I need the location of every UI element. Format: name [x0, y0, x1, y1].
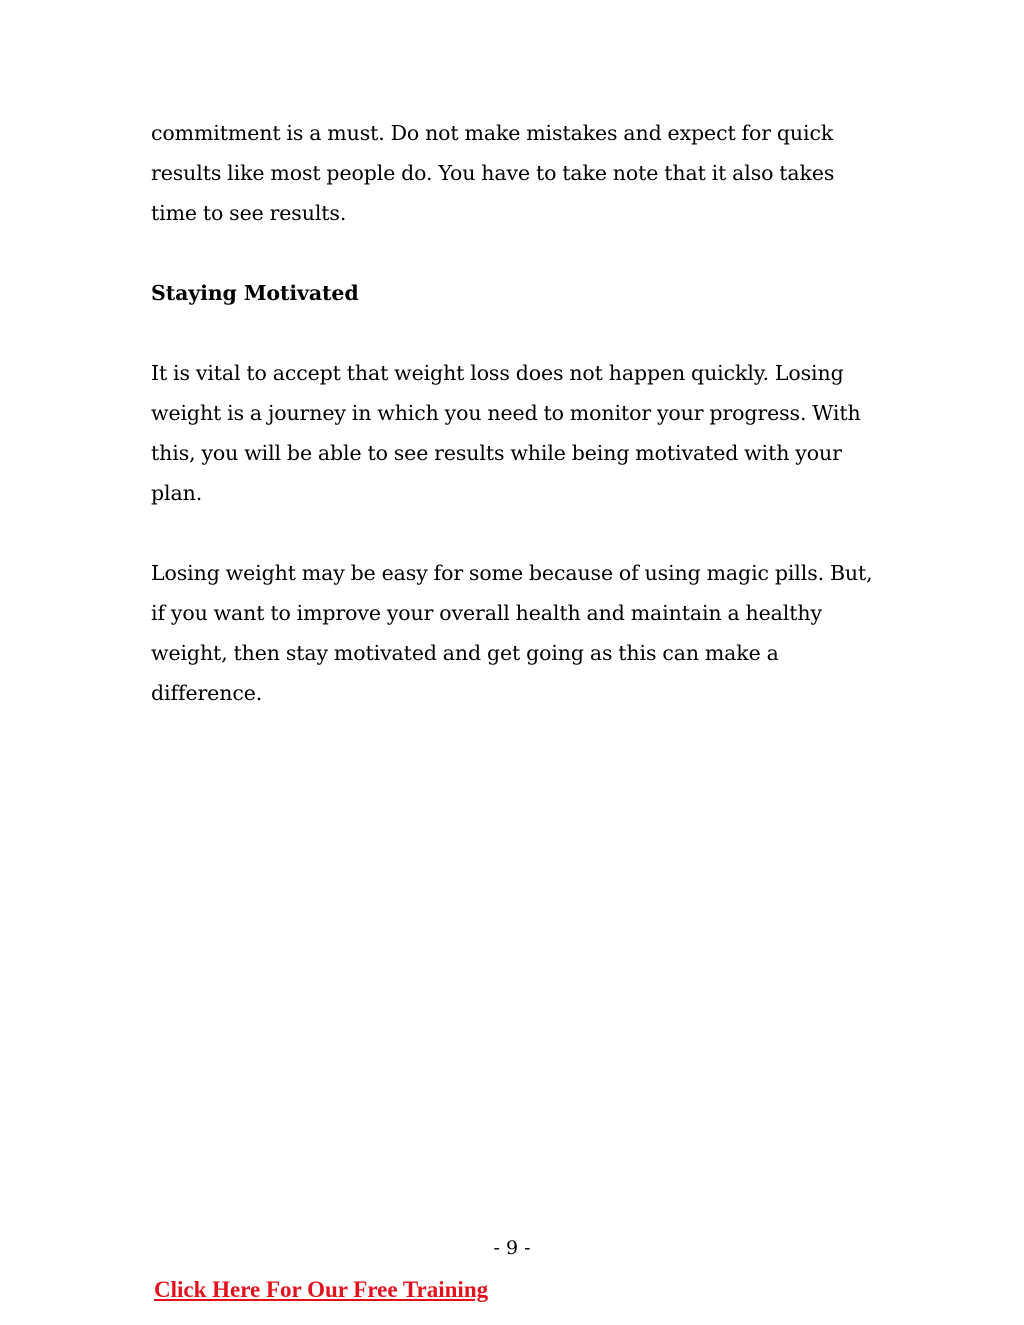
page-content — [151, 113, 881, 713]
paragraph-spacer — [151, 513, 881, 553]
body-paragraph: commitment is a must. Do not make mistakes and expect for quick results like most people do. You have to take note that it also takes time to see results. — [151, 121, 835, 225]
body-paragraph: Losing weight may be easy for some because of using magic pills. But, if you want to improve your overall health and maintain a healthy weight, then stay motivated and get going as this can make a difference. — [151, 561, 873, 705]
paragraph-spacer — [151, 313, 881, 353]
section-heading: Staying Motivated — [151, 281, 359, 305]
body-paragraph: It is vital to accept that weight loss does not happen quickly. Losing weight is a journey in which you need to monitor your progress. With this, you will be able to see results while being motivated with your plan. — [151, 361, 861, 505]
free-training-link[interactable]: Click Here For Our Free Training — [154, 1277, 489, 1302]
paragraph-spacer — [151, 233, 881, 273]
page-number: - 9 - — [493, 1237, 531, 1259]
